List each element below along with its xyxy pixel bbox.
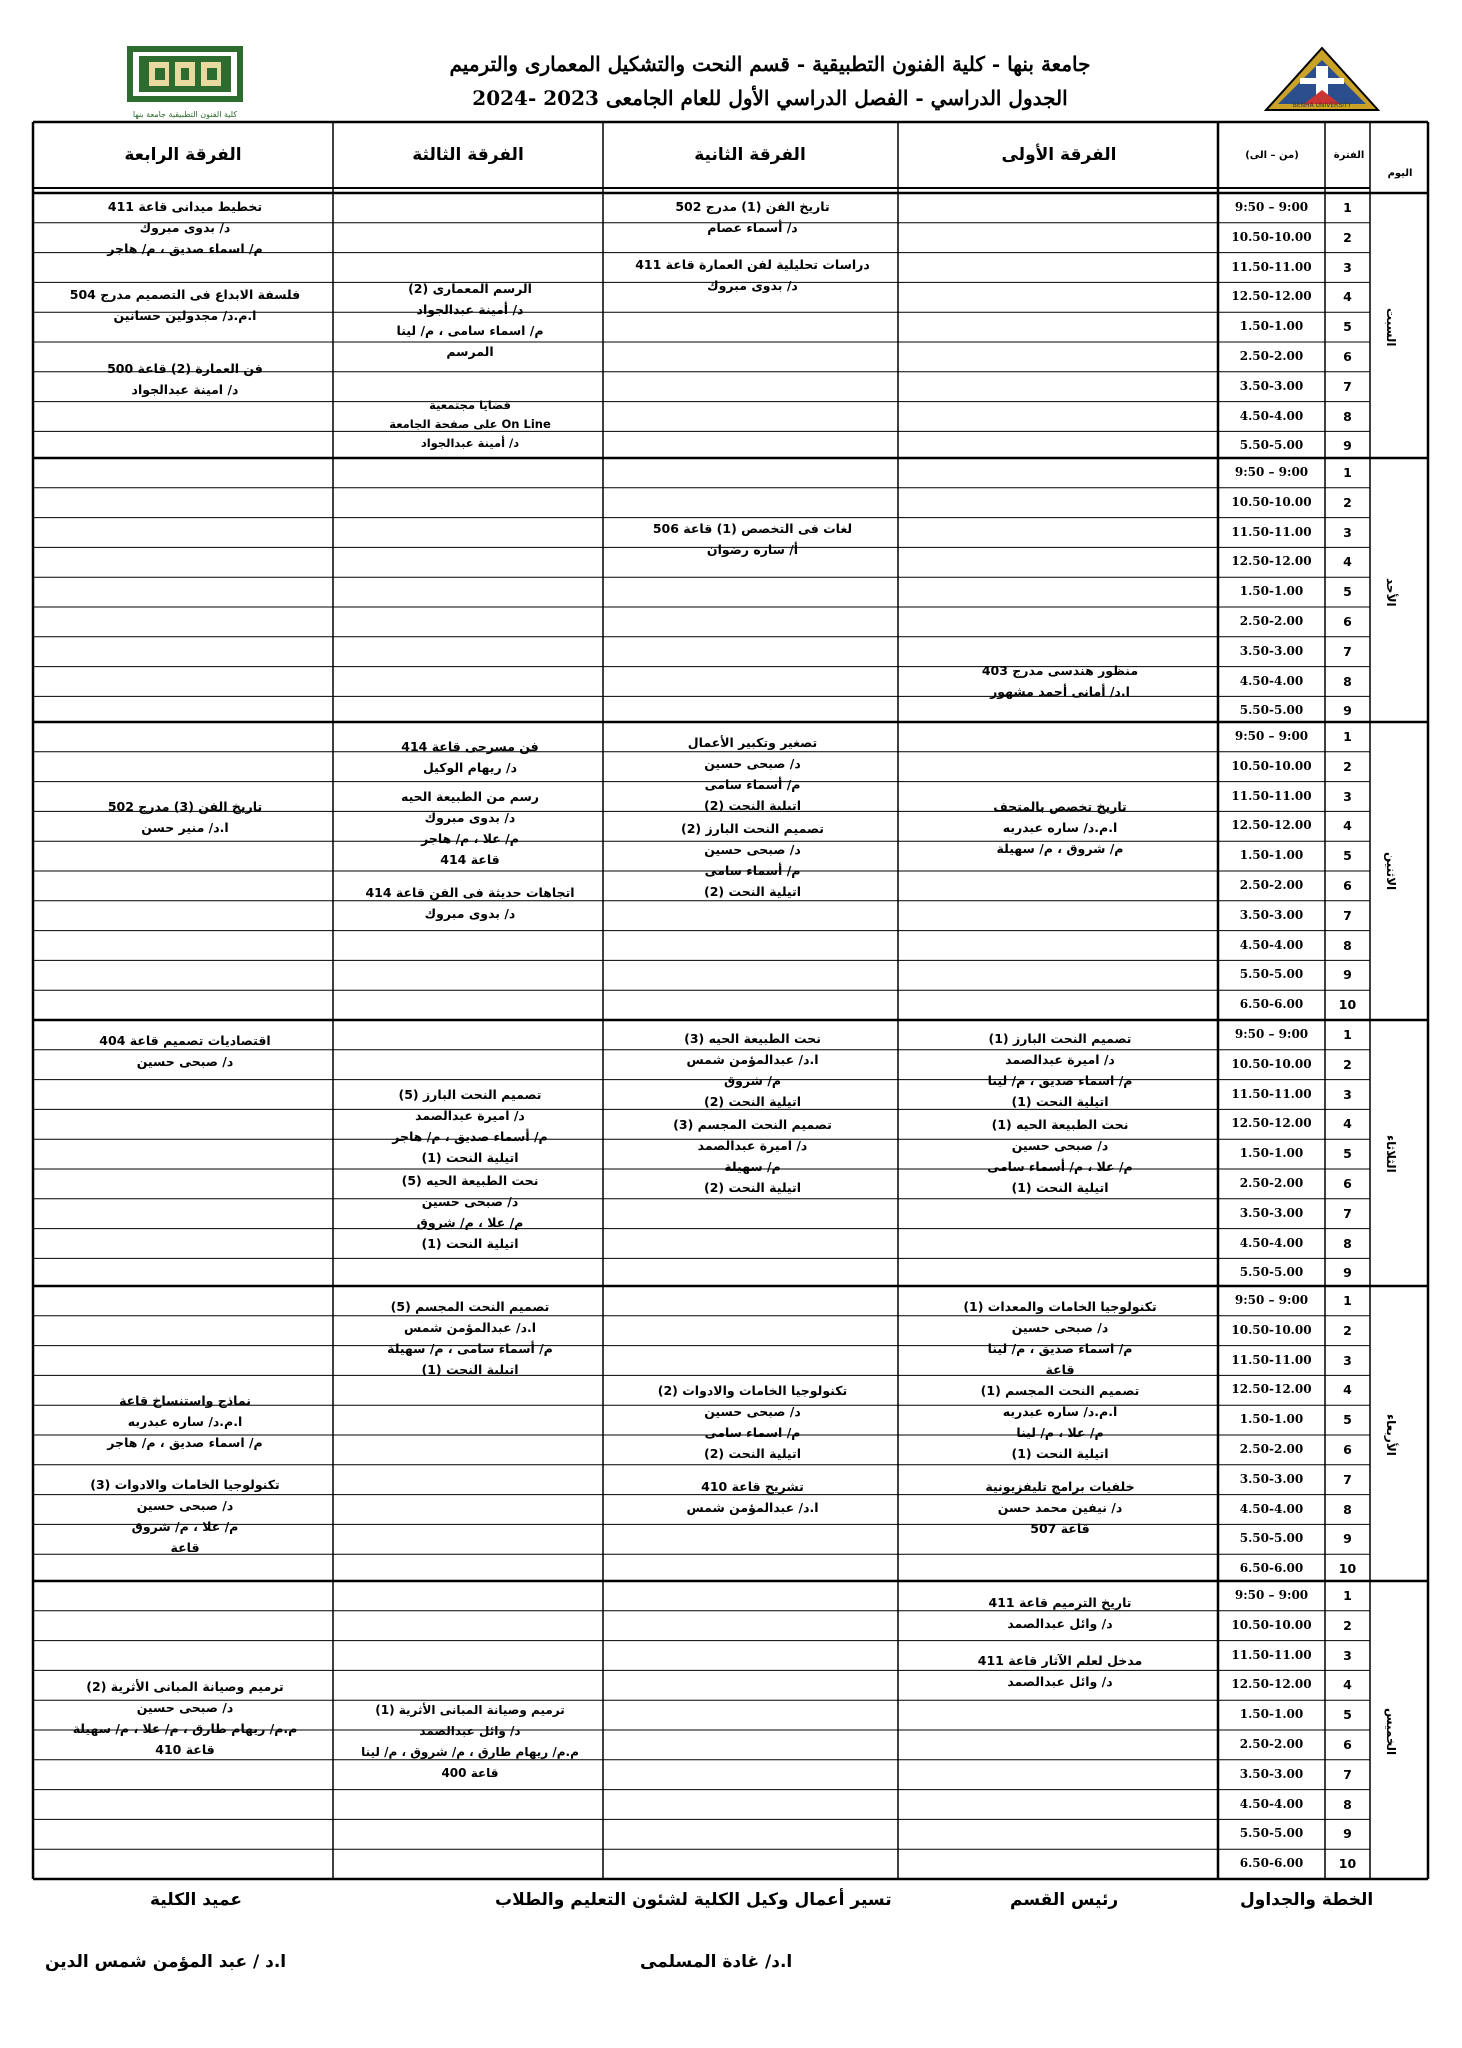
slot-number: 4: [1343, 1677, 1352, 1693]
slot-time: 5.50-5.00: [1239, 967, 1304, 982]
slot-time: 4.50-4.00: [1239, 1235, 1304, 1250]
entry-mon-year3-theater-art: فن مسرحى قاعة 414 د/ ريهام الوكيل: [401, 739, 539, 775]
slot-time: 9:50 – 9:00: [1234, 1027, 1309, 1041]
slot-number: 8: [1343, 1796, 1352, 1812]
slot-time: 1.50-1.00: [1239, 1707, 1304, 1722]
slot-number: 1: [1343, 200, 1352, 215]
slot-number: 6: [1343, 1176, 1352, 1191]
signature-dean: عميد الكلية: [150, 1890, 242, 1910]
slot-time: 3.50-3.00: [1239, 907, 1304, 922]
slot-time: 1.50-1.00: [1239, 584, 1304, 599]
faculty-logo: [125, 44, 245, 124]
slot-number: 3: [1343, 1647, 1352, 1663]
slot-time: 11.50-11.00: [1231, 259, 1312, 274]
slot-number: 1: [1343, 465, 1352, 480]
slot-time: 12.50-12.00: [1231, 1677, 1312, 1692]
university-logo-text: BENHA UNIVERSITY: [1292, 102, 1352, 109]
slot-time: 2.50-2.00: [1239, 1737, 1304, 1751]
slot-time: 4.50-4.00: [1239, 1501, 1304, 1516]
slot-number: 5: [1343, 319, 1352, 335]
entry-mon-year2-relief-design: تصميم النحت البارز (2) د/ صبحى حسين م/ أسماء سامى اتيلية النحت (2): [681, 821, 824, 899]
slot-time: 5.50-5.00: [1239, 1531, 1304, 1546]
slot-time: 11.50-11.00: [1231, 1086, 1312, 1101]
slot-number: 9: [1343, 1531, 1352, 1547]
slot-time: 11.50-11.00: [1231, 1647, 1312, 1662]
entry-mon-year3-modern-trends: اتجاهات حديثة فى الفن قاعة 414 د/ بدوى مبروك: [365, 885, 575, 921]
slot-number: 9: [1343, 967, 1352, 983]
entry-thu-year3-monument-restoration: ترميم وصيانة المبانى الأثرية (1) د/ وائل عبدالصمد م.م/ ريهام طارق ، م/ شروق ، م/ لينا قاعة 400: [361, 1703, 579, 1780]
entry-tue-year2-round-sculpture-design: تصميم النحت المجسم (3) د/ اميرة عبدالصمد م/ سهيلة اتيلية النحت (2): [673, 1117, 832, 1195]
slot-time: 10.50-10.00: [1231, 229, 1312, 244]
entry-thu-year1-restoration-history: تاريخ الترميم قاعة 411 د/ وائل عبدالصمد: [988, 1595, 1132, 1631]
entry-wed-year1-round-sculpture-design: تصميم النحت المجسم (1) ا.م.د/ ساره عبدربه م/ علا ، م/ لينا اتيلية النحت (1): [980, 1383, 1140, 1461]
slot-time: 3.50-3.00: [1239, 1766, 1304, 1781]
slot-number: 3: [1343, 1086, 1352, 1102]
slot-number: 8: [1343, 1235, 1352, 1251]
entry-tue-year2-live-sculpture: نحت الطبيعة الحيه (3) ا.د/ عبدالمؤمن شمس م/ شروق اتيلية النحت (2): [684, 1031, 821, 1109]
slot-number: 6: [1343, 878, 1352, 893]
slot-time: 1.50-1.00: [1239, 319, 1304, 334]
slot-number: 4: [1343, 1116, 1352, 1132]
col-header-time: (من – الى): [1245, 150, 1299, 161]
slot-time: 2.50-2.00: [1239, 349, 1304, 363]
slot-number: 7: [1343, 1205, 1352, 1221]
entry-wed-year2-materials-technology: تكنولوجيا الخامات والادوات (2) د/ صبحى حسين م/ اسماء سامى اتيلية النحت (2): [657, 1383, 848, 1461]
entry-wed-year1-materials-technology: تكنولوجيا الخامات والمعدات (1) د/ صبحى حسين م/ اسماء صديق ، م/ لينا قاعة: [963, 1299, 1157, 1377]
slot-number: 6: [1343, 614, 1352, 629]
slot-time: 10.50-10.00: [1231, 1322, 1312, 1337]
slot-time: 1.50-1.00: [1239, 848, 1304, 863]
entry-thu-year4-monument-restoration: ترميم وصيانة المبانى الأثرية (2) د/ صبحى حسين م.م/ ريهام طارق ، م/ علا ، م/ سهيلة قاعة 410: [72, 1679, 298, 1757]
slot-number: 5: [1343, 1146, 1352, 1162]
day-label: الثلاثاء: [1384, 1135, 1398, 1173]
day-label: الخميس: [1384, 1708, 1398, 1756]
entry-wed-year1-tv-backgrounds: خلفيات برامج تليفزيونية د/ نيفين محمد حسن قاعة 507: [985, 1479, 1135, 1536]
signature-plan: الخطة والجداول: [1240, 1890, 1374, 1910]
slot-number: 4: [1343, 1382, 1352, 1398]
entry-wed-year4-materials-technology: تكنولوجيا الخامات والادوات (3) د/ صبحى حسين م/ علا ، م/ شروق قاعة: [90, 1477, 280, 1555]
entry-tue-year3-relief-design: تصميم النحت البارز (5) د/ اميرة عبدالصمد م/ أسماء صديق ، م/ هاجر اتيلية النحت (1): [392, 1087, 548, 1165]
slot-number: 9: [1343, 438, 1352, 454]
slot-number: 9: [1343, 1265, 1352, 1281]
slot-time: 9:50 – 9:00: [1234, 729, 1309, 743]
slot-time: 9:50 – 9:00: [1234, 200, 1309, 214]
slot-number: 7: [1343, 378, 1352, 394]
page-title: جامعة بنها - كلية الفنون التطبيقية - قسم النحت والتشكيل المعمارى والترميم: [449, 52, 1091, 76]
slot-number: 8: [1343, 1501, 1352, 1517]
slot-number: 2: [1343, 758, 1352, 774]
slot-time: 2.50-2.00: [1239, 614, 1304, 628]
slot-number: 9: [1343, 703, 1352, 719]
entry-sat-year4-field-planning: تخطيط ميدانى قاعة 411 د/ بدوى مبروك م/ اسماء صديق ، م/ هاجر: [107, 199, 263, 256]
slot-time: 3.50-3.00: [1239, 1471, 1304, 1486]
entry-mon-year3-live-drawing: رسم من الطبيعة الحيه د/ بدوى مبروك م/ علا ، م/ هاجر قاعة 414: [400, 789, 539, 867]
slot-time: 10.50-10.00: [1231, 494, 1312, 509]
slot-number: 2: [1343, 494, 1352, 510]
slot-number: 2: [1343, 1617, 1352, 1633]
col-header-period: الفترة: [1333, 150, 1365, 161]
slot-number: 3: [1343, 524, 1352, 540]
slot-number: 2: [1343, 1322, 1352, 1338]
vice-dean-name: ا.د/ غادة المسلمى: [640, 1952, 793, 1972]
slot-number: 5: [1343, 848, 1352, 864]
university-logo: [1262, 44, 1382, 114]
entry-wed-year2-anatomy: تشريح قاعة 410 ا.د/ عبدالمؤمن شمس: [686, 1479, 819, 1515]
col-header-year2: الفرقة الثانية: [694, 145, 806, 165]
slot-time: 10.50-10.00: [1231, 1617, 1312, 1632]
entry-sat-year4-creativity-philosophy: فلسفة الابداع فى التصميم مدرج 504 ا.م.د/ مجدولين حسانين: [69, 287, 301, 323]
slot-time: 4.50-4.00: [1239, 408, 1304, 423]
day-label: الأحد: [1384, 577, 1398, 607]
slot-time: 10.50-10.00: [1231, 1056, 1312, 1071]
slot-number: 6: [1343, 1442, 1352, 1457]
slot-number: 7: [1343, 907, 1352, 923]
entry-mon-year2-scaling-works: تصغير وتكبير الأعمال د/ صبحى حسين م/ أسماء سامى اتيلية النحت (2): [687, 735, 818, 813]
entry-sat-year3-social-issues: قضايا مجتمعية On Line على صفحة الجامعة د/ أمينة عبدالجواد: [389, 398, 551, 450]
slot-number: 1: [1343, 1027, 1352, 1042]
col-header-day: اليوم: [1387, 168, 1413, 179]
signature-department-head: رئيس القسم: [1010, 1890, 1119, 1910]
col-header-year3: الفرقة الثالثة: [412, 145, 524, 165]
signature-vice-dean: تسير أعمال وكيل الكلية لشئون التعليم والطلاب: [495, 1890, 892, 1910]
slot-time: 2.50-2.00: [1239, 878, 1304, 892]
slot-time: 3.50-3.00: [1239, 643, 1304, 658]
slot-number: 8: [1343, 937, 1352, 953]
slot-number: 4: [1343, 818, 1352, 834]
slot-number: 7: [1343, 1766, 1352, 1782]
slot-time: 6.50-6.00: [1239, 1561, 1304, 1576]
slot-number: 5: [1343, 1707, 1352, 1723]
slot-time: 9:50 – 9:00: [1234, 465, 1309, 479]
entry-sat-year2-architecture-analysis: دراسات تحليلية لفن العمارة قاعة 411 د/ بدوى مبروك: [635, 257, 870, 293]
slot-number: 8: [1343, 673, 1352, 689]
slot-number: 5: [1343, 1412, 1352, 1428]
slot-number: 4: [1343, 554, 1352, 570]
slot-number: 5: [1343, 584, 1352, 600]
slot-time: 11.50-11.00: [1231, 524, 1312, 539]
entry-sun-year1-engineering-perspective: منظور هندسى مدرج 403 ا.د/ أمانى أحمد مشهور: [981, 663, 1139, 699]
slot-time: 4.50-4.00: [1239, 1796, 1304, 1811]
slot-time: 9:50 – 9:00: [1234, 1588, 1309, 1602]
slot-time: 3.50-3.00: [1239, 378, 1304, 393]
slot-time: 12.50-12.00: [1231, 554, 1312, 569]
slot-time: 5.50-5.00: [1239, 438, 1304, 453]
entry-tue-year4-design-economics: اقتصاديات تصميم قاعة 404 د/ صبحى حسين: [99, 1033, 271, 1069]
day-label: الأربعاء: [1384, 1414, 1398, 1456]
slot-number: 3: [1343, 788, 1352, 804]
slot-time: 11.50-11.00: [1231, 788, 1312, 803]
slot-number: 4: [1343, 289, 1352, 305]
slot-number: 3: [1343, 259, 1352, 275]
slot-time: 12.50-12.00: [1231, 1116, 1312, 1131]
entry-mon-year4-art-history: تاريخ الفن (3) مدرج 502 ا.د/ منير حسن: [107, 799, 263, 835]
slot-number: 1: [1343, 729, 1352, 744]
slot-time: 12.50-12.00: [1231, 1382, 1312, 1397]
entry-tue-year3-live-sculpture: نحت الطبيعة الحيه (5) د/ صبحى حسين م/ علا ، م/ شروق اتيلية النحت (1): [401, 1173, 539, 1251]
slot-time: 3.50-3.00: [1239, 1205, 1304, 1220]
entry-wed-year4-molds-replication: نماذج واستنساخ قاعة ا.م.د/ ساره عبدربه م/ اسماء صديق ، م/ هاجر: [107, 1393, 263, 1450]
entry-sat-year4-architecture-art: فن العمارة (2) قاعة 500 د/ امينة عبدالجواد: [107, 361, 263, 397]
entry-wed-year3-round-sculpture-design: تصميم النحت المجسم (5) ا.د/ عبدالمؤمن شمس م/ أسماء سامى ، م/ سهيلة اتيلية النحت (1): [387, 1299, 553, 1377]
slot-number: 3: [1343, 1352, 1352, 1368]
slot-time: 5.50-5.00: [1239, 1265, 1304, 1280]
dean-name: ا.د / عبد المؤمن شمس الدين: [45, 1952, 287, 1972]
entry-tue-year1-live-sculpture: نحت الطبيعة الحيه (1) د/ صبحى حسين م/ علا ، م/ أسماء سامى اتيلية النحت (1): [987, 1117, 1133, 1195]
slot-time: 1.50-1.00: [1239, 1146, 1304, 1161]
entry-sat-year3-architectural-drawing: الرسم المعمارى (2) د/ أمينة عبدالجواد م/ اسماء سامى ، م/ لينا المرسم: [396, 281, 544, 359]
slot-number: 1: [1343, 1293, 1352, 1308]
slot-time: 9:50 – 9:00: [1234, 1293, 1309, 1307]
slot-time: 12.50-12.00: [1231, 818, 1312, 833]
slot-number: 10: [1338, 1856, 1357, 1872]
entry-thu-year1-archaeology-intro: مدخل لعلم الآثار قاعة 411 د/ وائل عبدالصمد: [977, 1653, 1143, 1689]
slot-time: 1.50-1.00: [1239, 1412, 1304, 1427]
slot-time: 5.50-5.00: [1239, 1826, 1304, 1841]
slot-number: 10: [1338, 997, 1357, 1013]
slot-number: 10: [1338, 1561, 1357, 1577]
slot-number: 2: [1343, 229, 1352, 245]
entry-mon-year1-specialty-history: تاريخ تخصص بالمتحف ا.م.د/ ساره عبدربه م/ شروق ، م/ سهيلة: [993, 799, 1127, 856]
slot-number: 6: [1343, 349, 1352, 364]
slot-number: 2: [1343, 1056, 1352, 1072]
slot-time: 2.50-2.00: [1239, 1442, 1304, 1456]
faculty-logo-text: كلية الفنون التطبيقية جامعة بنها: [132, 110, 238, 119]
slot-time: 11.50-11.00: [1231, 1352, 1312, 1367]
slot-number: 6: [1343, 1737, 1352, 1752]
slot-time: 6.50-6.00: [1239, 1856, 1304, 1871]
col-header-year1: الفرقة الأولى: [1001, 145, 1117, 165]
slot-time: 4.50-4.00: [1239, 937, 1304, 952]
slot-number: 7: [1343, 1471, 1352, 1487]
slot-time: 5.50-5.00: [1239, 703, 1304, 718]
slot-number: 8: [1343, 408, 1352, 424]
slot-time: 2.50-2.00: [1239, 1176, 1304, 1190]
entry-sat-year2-art-history: تاريخ الفن (1) مدرج 502 د/ أسماء عصام: [675, 199, 830, 235]
col-header-year4: الفرقة الرابعة: [124, 145, 242, 165]
entry-tue-year1-relief-design: تصميم النحت البارز (1) د/ اميرة عبدالصمد م/ اسماء صديق ، م/ لينا اتيلية النحت (1): [987, 1031, 1133, 1109]
slot-time: 4.50-4.00: [1239, 673, 1304, 688]
slot-number: 7: [1343, 643, 1352, 659]
slot-number: 1: [1343, 1588, 1352, 1603]
day-label: السبت: [1384, 307, 1398, 347]
slot-number: 9: [1343, 1826, 1352, 1842]
slot-time: 6.50-6.00: [1239, 997, 1304, 1012]
entry-sun-year2-specialized-languages: لغات فى التخصص (1) قاعة 506 أ/ ساره رضوان: [652, 521, 853, 557]
slot-time: 10.50-10.00: [1231, 758, 1312, 773]
slot-time: 12.50-12.00: [1231, 289, 1312, 304]
day-label: الاثنين: [1384, 851, 1398, 891]
page-subtitle: الجدول الدراسي - الفصل الدراسي الأول للعام الجامعى 2023 -2024: [472, 86, 1068, 110]
